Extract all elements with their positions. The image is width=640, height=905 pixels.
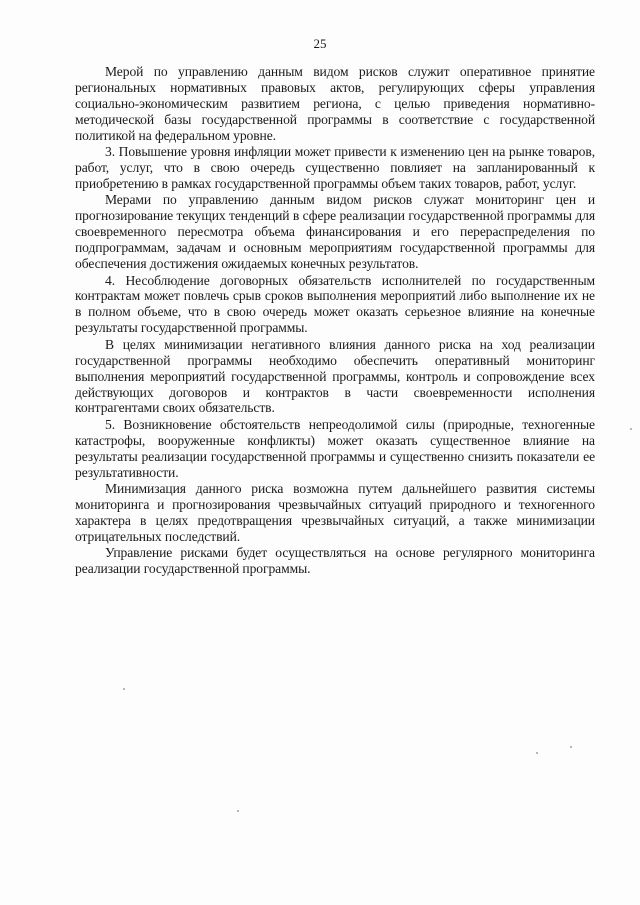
scan-speck	[536, 752, 538, 754]
scan-speck	[630, 428, 632, 430]
paragraph-risk-4-contracts: 4. Несоблюдение договорных обязательств исполнителей по государственным контрактам может повлечь срыв сроков выполнения мероприятий либо выполнение их не в полном объеме, что в свою очередь может оказать серьезное влияние на конечные результаты государственной программы.	[75, 272, 595, 336]
paragraph-risk-5-force-majeure: 5. Возникновение обстоятельств непреодолимой силы (природные, техногенные катастрофы, вооруженные конфликты) может оказать существенное влияние на результаты реализации государственной программы и существенно снизить показатели ее результативности.	[75, 416, 595, 480]
page-number: 25	[313, 36, 327, 51]
paragraph-risk-management: Управление рисками будет осуществляться на основе регулярного мониторинга реализации государственной программы.	[75, 545, 595, 577]
scan-speck	[570, 746, 572, 748]
paragraph-risk-1-measures: Мерой по управлению данным видом рисков служит оперативное принятие региональных нормативных правовых актов, регулирующих сферы управления социально-экономическим развитием региона, с целью приведения нормативно-методической базы государственной программы в соответствие с государственной политикой на федеральном уровне.	[75, 64, 595, 143]
document-body	[75, 64, 595, 578]
paragraph-risk-3-inflation: 3. Повышение уровня инфляции может привести к изменению цен на рынке товаров, работ, услуг, что в свою очередь существенно повлияет на запланированный к приобретению в рамках государственной программы объем таких товаров, работ, услуг.	[75, 144, 595, 191]
scan-speck	[123, 688, 125, 690]
paragraph-risk-3-measures: Мерами по управлению данным видом рисков служат мониторинг цен и прогнозирование текущих тенденций в сфере реализации государственной программы для своевременного пересмотра объема финансирования и его перераспределения по подпрограммам, задачам и основным мероприятиям государственной программы для обеспечения достижения ожидаемых конечных результатов.	[75, 192, 595, 272]
paragraph-risk-4-measures: В целях минимизации негативного влияния данного риска на ход реализации государственной программы необходимо обеспечить оперативный мониторинг выполнения мероприятий государственной программы, контроль и сопровождение всех действующих договоров и контрактов в части своевременности исполнения контрагентами своих обязательств.	[75, 336, 595, 416]
paragraph-risk-5-measures: Минимизация данного риска возможна путем дальнейшего развития системы мониторинга и прогнозирования чрезвычайных ситуаций природного и техногенного характера в целях предотвращения чрезвычайных ситуаций, а также минимизации отрицательных последствий.	[75, 481, 595, 544]
scan-speck	[237, 810, 239, 812]
